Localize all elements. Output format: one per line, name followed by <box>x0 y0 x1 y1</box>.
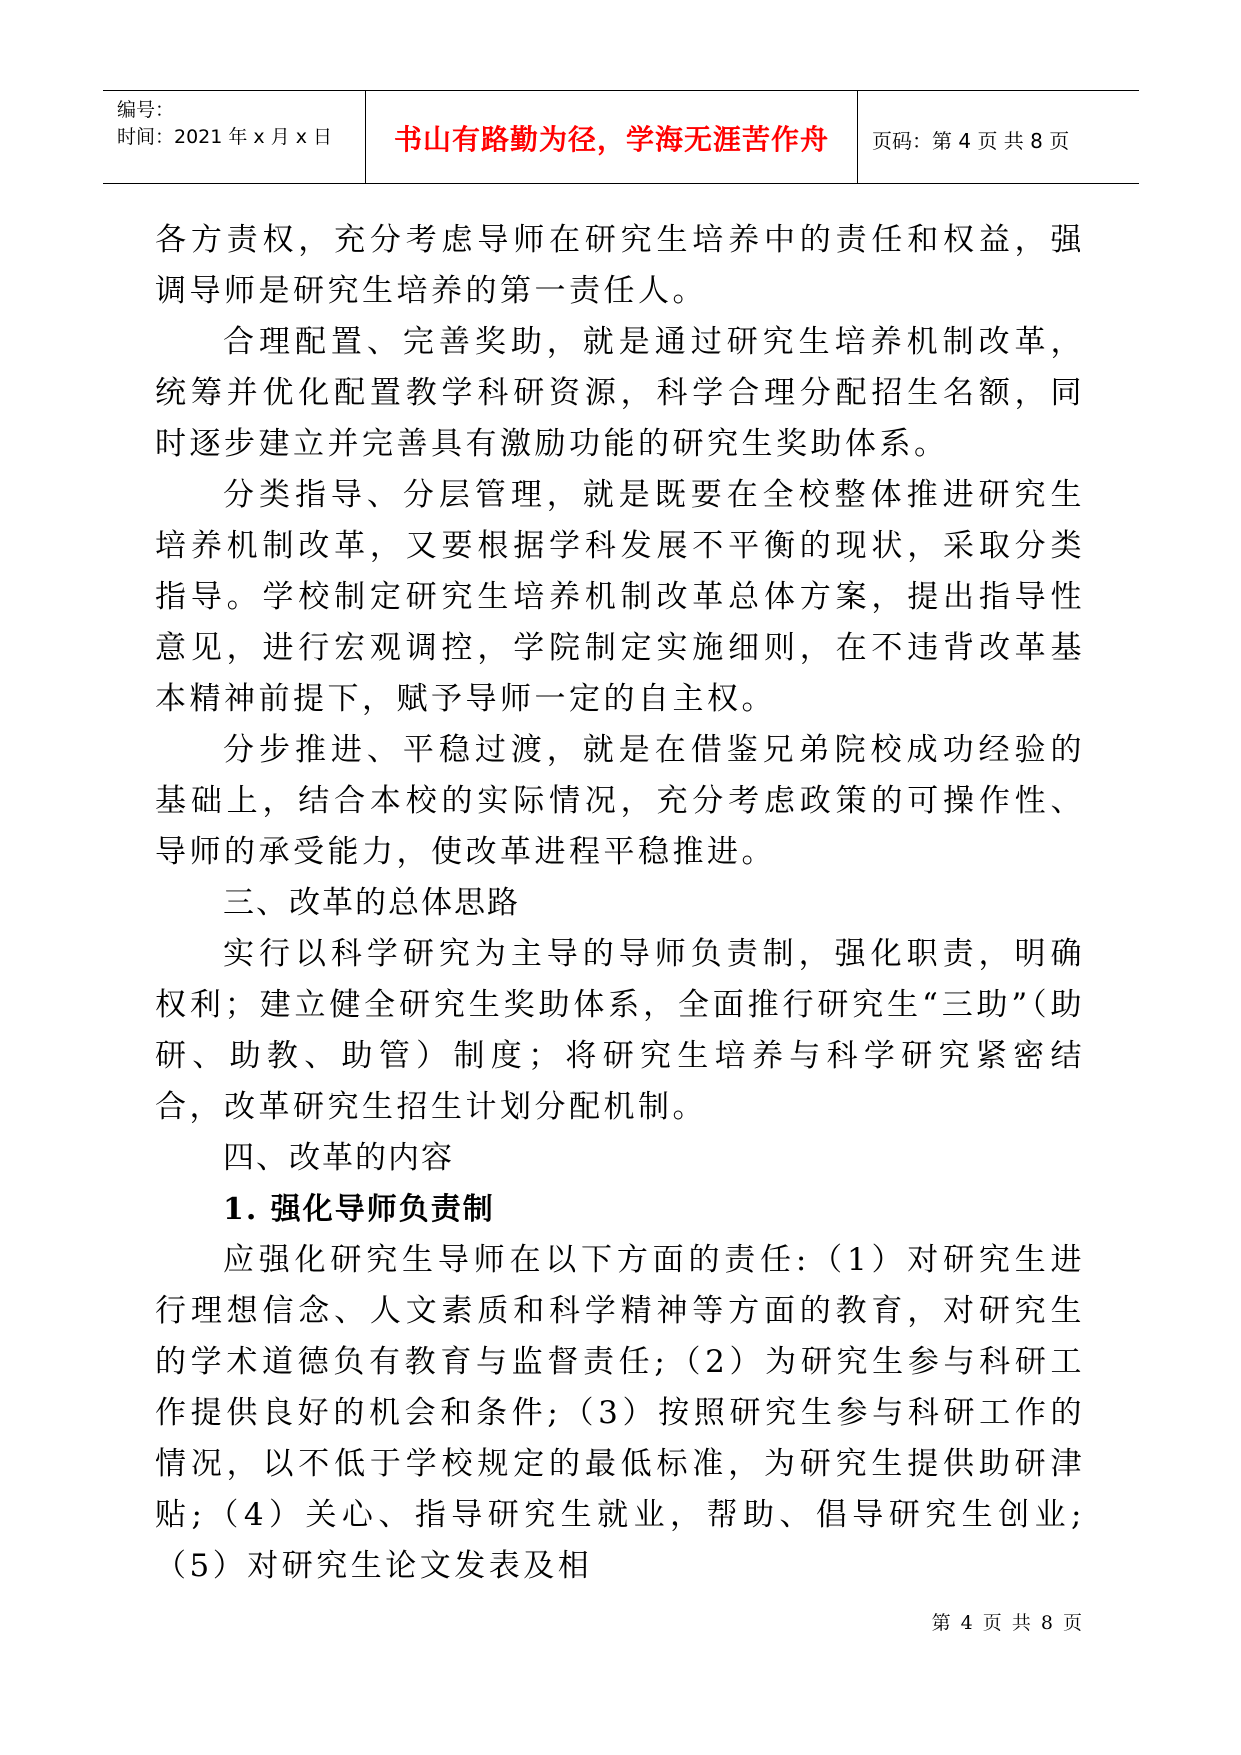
body-paragraph: 应强化研究生导师在以下方面的责任:（1）对研究生进行理想信念、人文素质和科学精神等方面的教育，对研究生的学术道德负有教育与监督责任;（2）为研究生参与科研工作提供良好的机会和条件;（3）按照研究生参与科研工作的情况，以不低于学校规定的最低标准，为研究生提供助研津贴;（4）关心、指导研究生就业，帮助、倡导研究生创业;（5）对研究生论文发表及相 <box>155 1242 1085 1584</box>
document-number-label: 编号： <box>117 99 175 121</box>
section-heading: 四、改革的内容 <box>223 1140 454 1176</box>
header-left-cell <box>103 91 366 183</box>
body-paragraph: 各方责权，充分考虑导师在研究生培养中的责任和权益，强调导师是研究生培养的第一责任人。 <box>155 222 1085 309</box>
body-paragraph: 分类指导、分层管理，就是既要在全校整体推进研究生培养机制改革，又要根据学科发展不平衡的现状，采取分类指导。学校制定研究生培养机制改革总体方案，提出指导性意见，进行宏观调控，学院制定实施细则，在不违背改革基本精神前提下，赋予导师一定的自主权。 <box>155 477 1085 717</box>
header-middle-cell <box>366 91 858 183</box>
header-right-cell <box>858 91 1139 183</box>
document-header <box>103 90 1139 184</box>
header-motto: 书山有路勤为径，学海无涯苦作舟 <box>393 123 829 156</box>
body-paragraph: 合理配置、完善奖助，就是通过研究生培养机制改革，统筹并优化配置教学科研资源，科学合理分配招生名额，同时逐步建立并完善具有激励功能的研究生奖助体系。 <box>155 324 1085 462</box>
subsection-heading: 1. 强化导师负责制 <box>223 1192 495 1227</box>
document-body <box>155 215 1085 1592</box>
header-page-info: 页码：第 4 页 共 8 页 <box>872 129 1070 153</box>
section-heading: 三、改革的总体思路 <box>223 885 520 921</box>
page-footer: 第 4 页 共 8 页 <box>931 1612 1084 1634</box>
body-paragraph: 实行以科学研究为主导的导师负责制，强化职责，明确权利；建立健全研究生奖助体系，全面推行研究生“三助”（助研、助教、助管）制度；将研究生培养与科学研究紧密结合，改革研究生招生计划分配机制。 <box>155 936 1085 1125</box>
document-time-label: 时间：2021 年 x 月 x 日 <box>117 126 333 148</box>
body-paragraph: 分步推进、平稳过渡，就是在借鉴兄弟院校成功经验的基础上，结合本校的实际情况，充分考虑政策的可操作性、导师的承受能力，使改革进程平稳推进。 <box>155 732 1085 870</box>
